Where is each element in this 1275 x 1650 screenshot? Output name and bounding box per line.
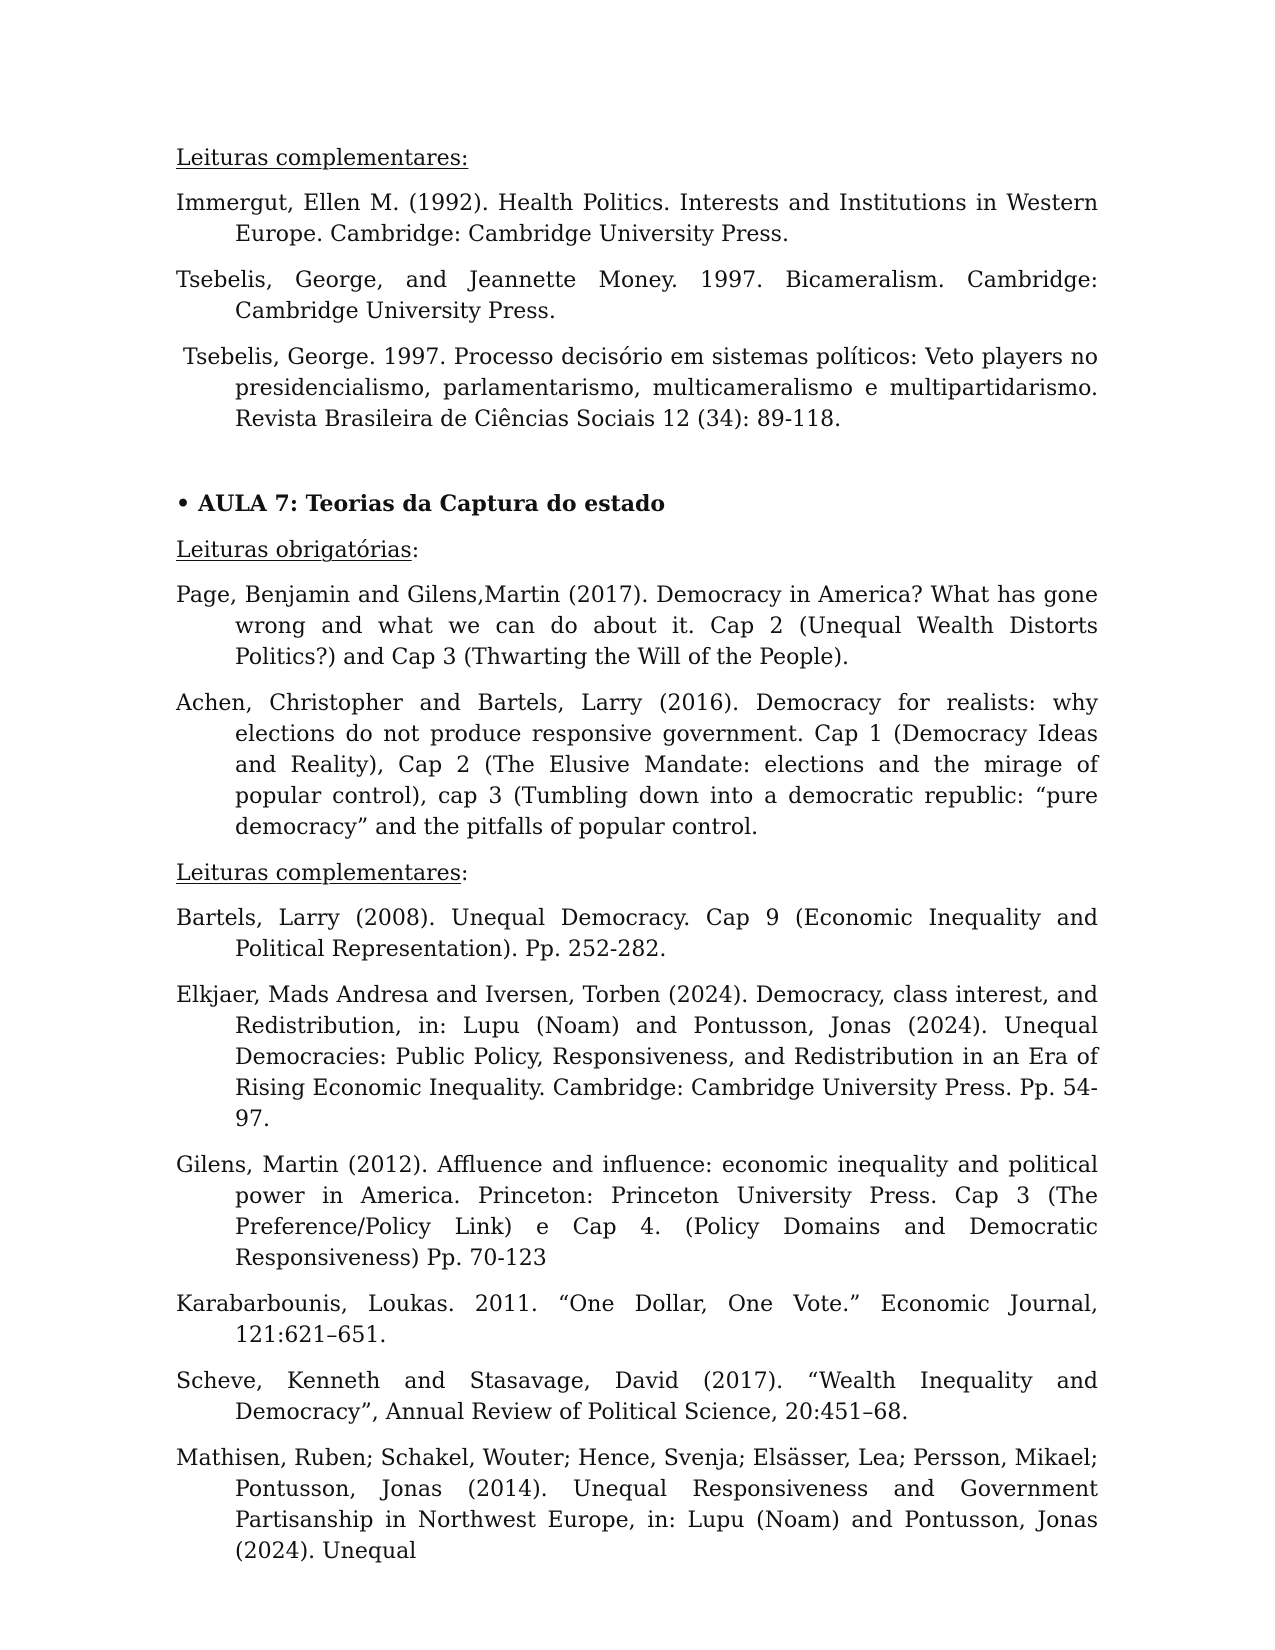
- complementares-heading-colon: :: [461, 861, 469, 886]
- reference-bartels: Bartels, Larry (2008). Unequal Democracy. Cap 9 (Economic Inequality and Political Representation). Pp. 252-282.: [176, 906, 1098, 962]
- reference-tsebelis-money: Tsebelis, George, and Jeannette Money. 1997. Bicameralism. Cambridge: Cambridge University Press.: [176, 268, 1098, 324]
- reference-achen-bartels: Achen, Christopher and Bartels, Larry (2016). Democracy for realists: why elections do not produce responsive government. Cap 1 (Democracy Ideas and Reality), Cap 2 (The Elusive Mandate: elections and the mirage of popular control), cap 3 (Tumbling down into a democratic republic: “pure democracy” and the pitfalls of popular control.: [176, 691, 1098, 840]
- obrigatorias-heading-text: Leituras obrigatórias: [176, 538, 412, 563]
- obrigatorias-heading-colon: :: [411, 538, 420, 563]
- reference-immergut: Immergut, Ellen M. (1992). Health Politics. Interests and Institutions in Western Europe. Cambridge: Cambridge University Press.: [176, 191, 1098, 247]
- complementares-heading-text: Leituras complementares: [176, 861, 461, 886]
- reference-scheve-stasavage: Scheve, Kenneth and Stasavage, David (2017). “Wealth Inequality and Democracy”, Annual Review of Political Science, 20:451–68.: [176, 1369, 1098, 1425]
- reference-mathisen: Mathisen, Ruben; Schakel, Wouter; Hence, Svenja; Elsässer, Lea; Persson, Mikael; Pontusson, Jonas (2014). Unequal Responsiveness and Government Partisanship in Northwest Europe, in: Lupu (Noam) and Pontusson, Jonas (2024). Unequal: [176, 1446, 1098, 1564]
- section-heading-complementares-2: [176, 858, 1098, 889]
- section-heading-complementares: Leituras complementares:: [176, 146, 469, 171]
- aula-7-title-text: AULA 7: Teorias da Captura do estado: [198, 491, 666, 517]
- reference-elkjaer-iversen: Elkjaer, Mads Andresa and Iversen, Torben (2024). Democracy, class interest, and Redistribution, in: Lupu (Noam) and Pontusson, Jonas (2024). Unequal Democracies: Public Policy, Responsiveness, and Redistribution in an Era of Rising Economic Inequality. Cambridge: Cambridge University Press. Pp. 54-97.: [176, 983, 1098, 1132]
- aula-7-title: [176, 489, 1098, 520]
- bullet-icon: •: [176, 491, 191, 517]
- section-heading-obrigatorias: [176, 535, 1098, 566]
- reference-page-gilens: Page, Benjamin and Gilens,Martin (2017). Democracy in America? What has gone wrong and what we can do about it. Cap 2 (Unequal Wealth Distorts Politics?) and Cap 3 (Thwarting the Will of the People).: [176, 583, 1098, 670]
- reference-gilens: Gilens, Martin (2012). Affluence and influence: economic inequality and political power in America. Princeton: Princeton University Press. Cap 3 (The Preference/Policy Link) e Cap 4. (Policy Domains and Democratic Responsiveness) Pp. 70-123: [176, 1153, 1098, 1271]
- reference-karabarbounis: Karabarbounis, Loukas. 2011. “One Dollar, One Vote.” Economic Journal, 121:621–651.: [176, 1292, 1098, 1348]
- reference-tsebelis-veto: Tsebelis, George. 1997. Processo decisório em sistemas políticos: Veto players no presidencialismo, parlamentarismo, multicameralismo e multipartidarismo. Revista Brasileira de Ciências Sociais 12 (34): 89-118.: [183, 345, 1098, 432]
- document-page: [176, 143, 1098, 1567]
